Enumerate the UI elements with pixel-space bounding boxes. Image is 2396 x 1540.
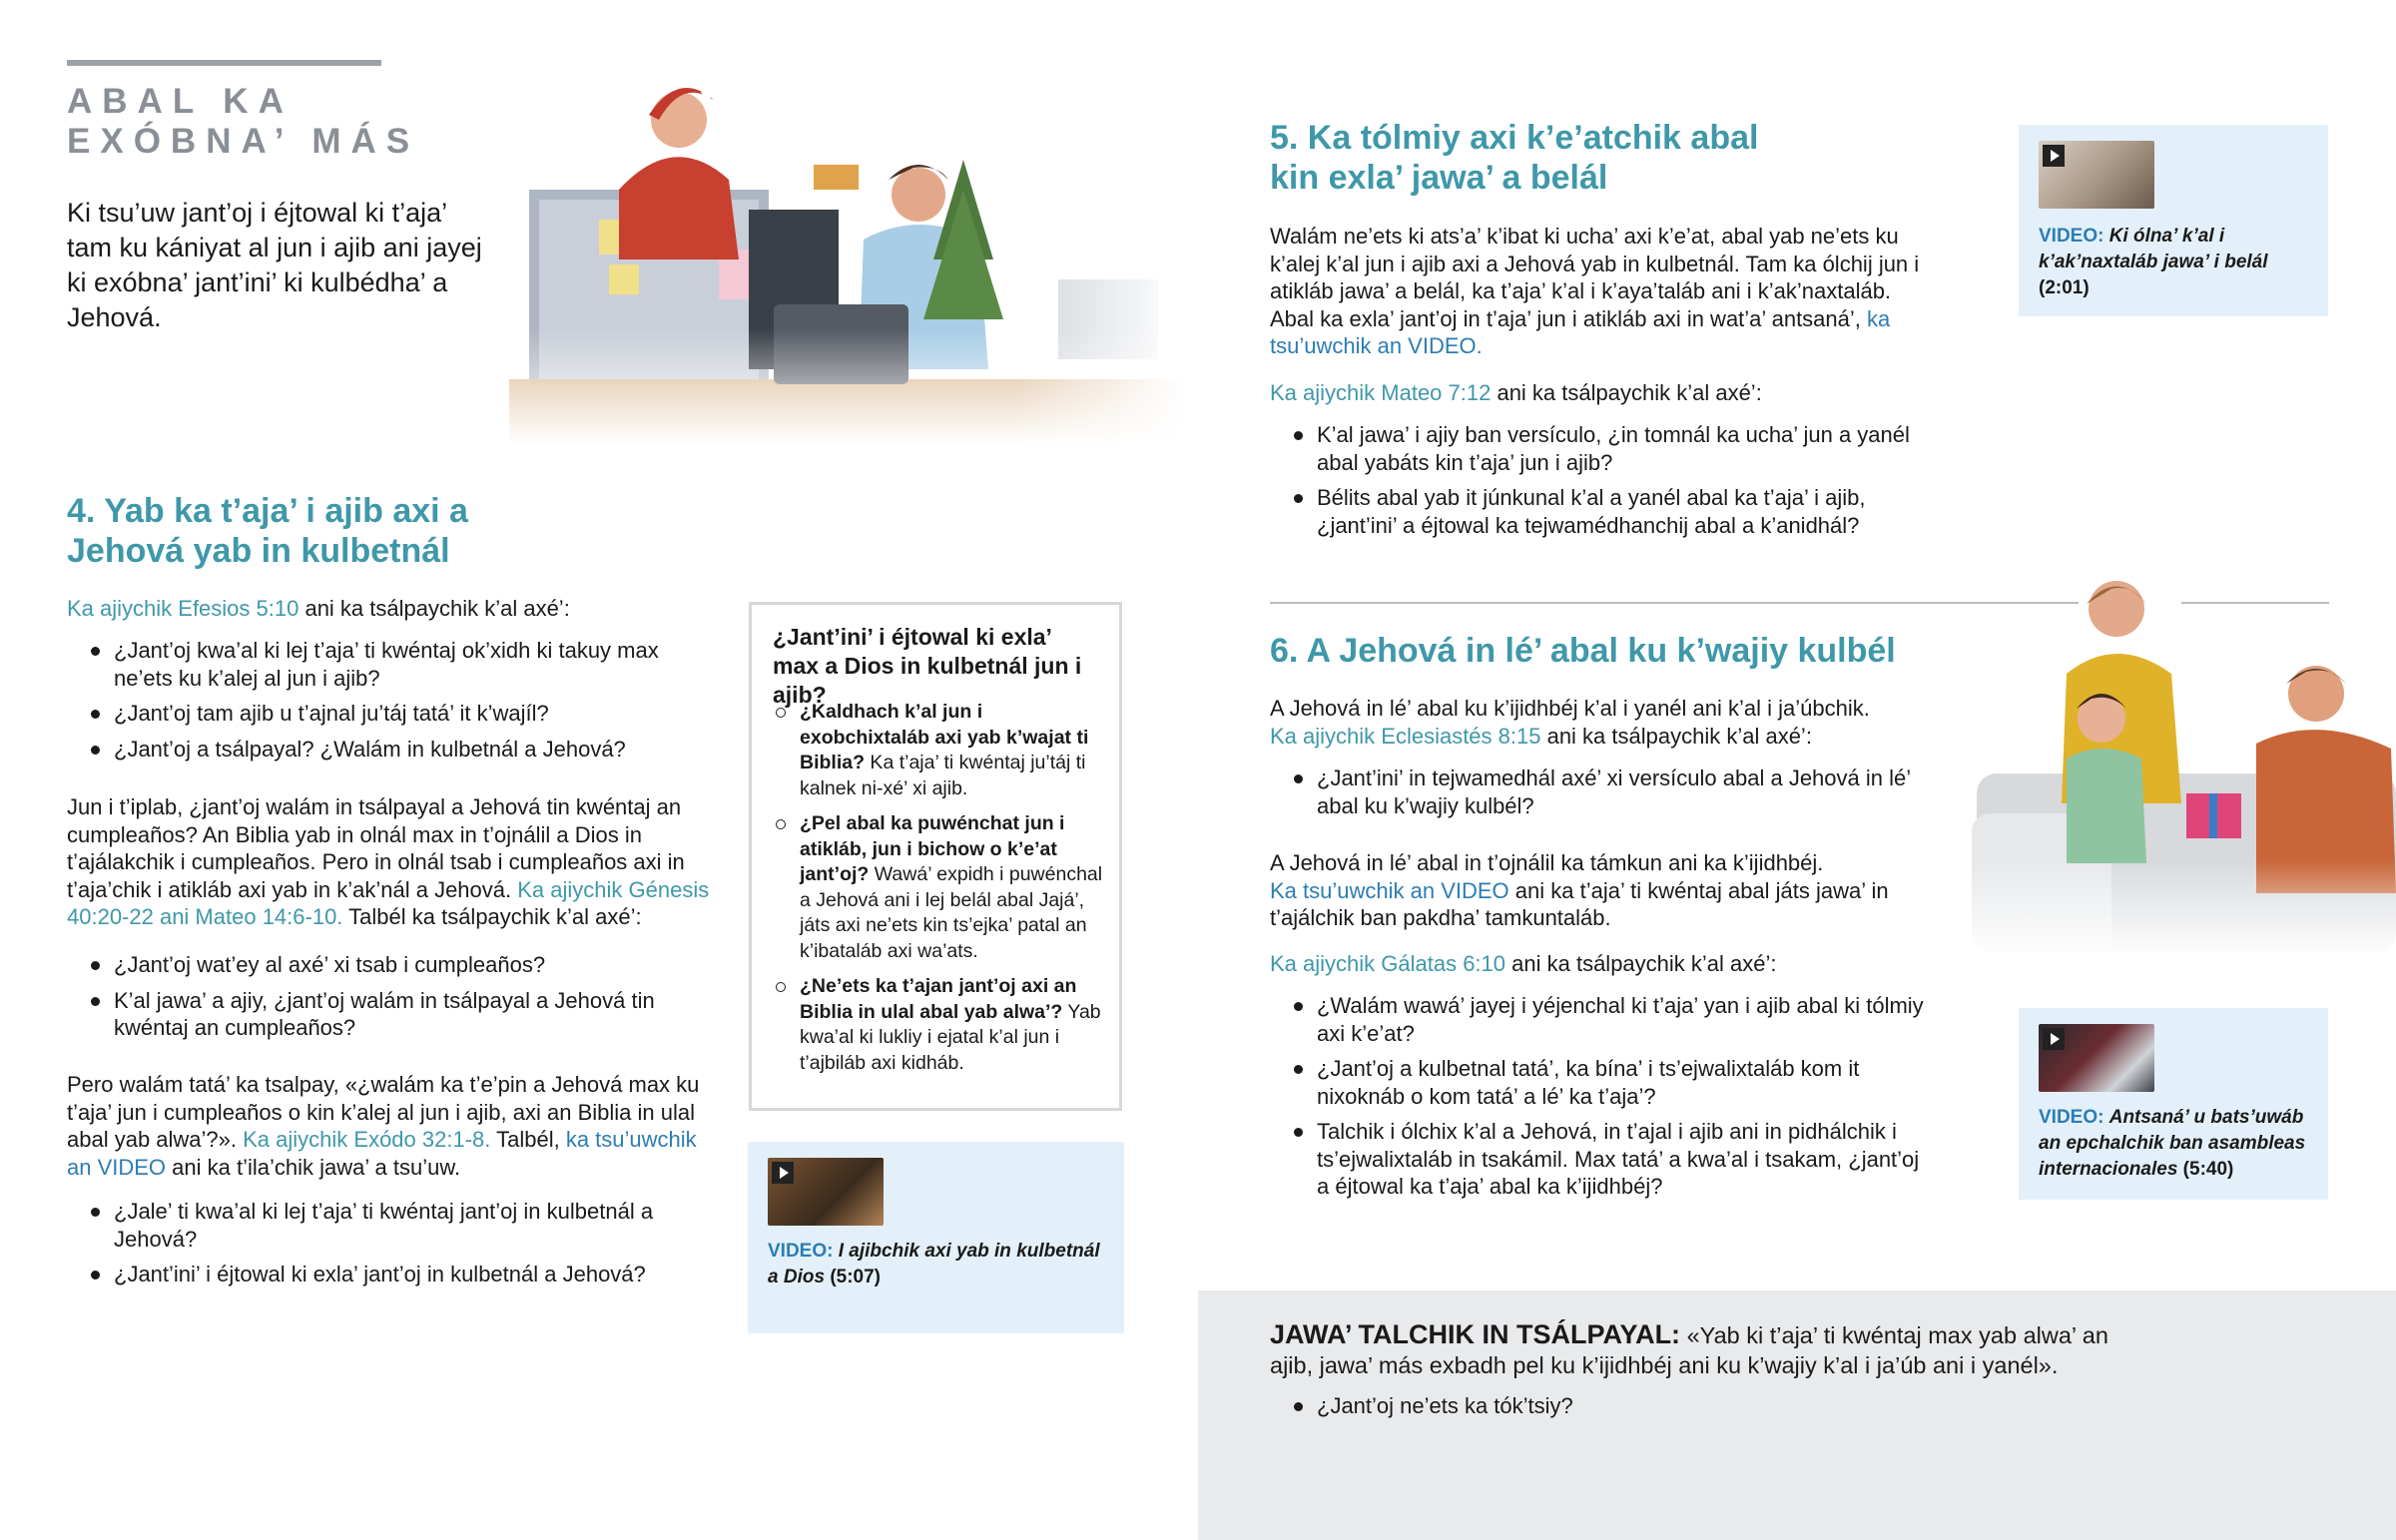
section4-questions-1 (67, 637, 716, 770)
scripture-ref-exodo[interactable]: Ka ajiychik Exódo 32:1-8. (243, 1127, 491, 1152)
section5-questions (1270, 421, 1939, 547)
video-thumbnail[interactable] (2039, 141, 2154, 209)
list-item: ¿Jale’ ti kwa’al ki lej t’aja’ ti kwéntaj jant’oj in kulbetnál a Jehová? (67, 1198, 716, 1253)
scripture-ref-mateo[interactable]: Ka ajiychik Mateo 7:12 (1270, 380, 1492, 405)
scripture-ref-eclesiastes[interactable]: Ka ajiychik Eclesiastés 8:15 (1270, 723, 1541, 749)
section6-paragraph-2 (1270, 849, 1959, 932)
video-label: VIDEO: (2039, 226, 2104, 247)
sidebox-item-answer: Yab kwa’al ki lukliy i ejatal k’al jun i t’ajbiláb axi kidháb. (800, 1000, 1101, 1074)
sidebox-title: ¿Jant’ini’ i éjtowal ki exla’ max a Dios in kulbetnál jun i ajib? (773, 624, 1082, 708)
list-item: ¿Jant’oj a tsálpayal? ¿Walám in kulbetnál a Jehová? (67, 736, 716, 764)
list-item: ¿Jant’oj a kulbetnal tatá’, ka bína’ i ts’ejwalixtaláb kom it nixoknáb o kom tatá’ a lé’ ka t’aja’? (1270, 1055, 1929, 1110)
read2-instruction: ani ka tsálpaychik k’al axé’: (1505, 951, 1777, 976)
para1-tail: Talbél ka tsálpaychik k’al axé’: (342, 904, 642, 929)
summary-quote: «Yab ki t’aja’ ti kwéntaj max yab alwa’ an ajib, jawa’ más exbadh pel ku k’ijidhbéj ani ku k’wajiy k’al i ja’úb ani i yanél». (1270, 1322, 2108, 1378)
summary-label: JAWA’ TALCHIK IN TSÁLPAYAL: (1270, 1319, 1681, 1349)
section5-heading-line1: 5. Ka tólmiy axi k’e’atchik abal (1270, 119, 1759, 157)
list-item: Talchik i ólchix k’al a Jehová, in t’ajal i ajib ani in pidhálchik i ts’ejwalixtaláb in tsakámil. Max tatá’ a kwa’al i tsakam, ¿jant’oj a éjtowal ka t’aja’ abal ka k’ijidhbéj? (1270, 1118, 1929, 1201)
section6-read2 (1270, 950, 1959, 978)
scripture-ref-efesios[interactable]: Ka ajiychik Efesios 5:10 (67, 596, 300, 621)
video-caption (768, 1239, 1107, 1290)
watch-video-link[interactable]: Ka tsu’uwchik an VIDEO (1270, 877, 1509, 903)
video-duration: (5:07) (830, 1267, 881, 1287)
play-icon[interactable] (2043, 1028, 2065, 1050)
section4-read1 (67, 595, 716, 623)
section4-heading-line1: 4. Yab ka t’aja’ i ajib axi a (67, 492, 468, 530)
kicker-line-1: ABAL KA (67, 82, 294, 121)
section-divider (1270, 602, 2079, 604)
section4-heading-line2: Jehová yab in kulbetnál (67, 532, 450, 570)
section5-heading-line2: kin exla’ jawa’ a belál (1270, 159, 1608, 197)
sidebox-item-question: ¿Kaldhach k’al jun i exobchixtaláb axi yab k’wajat ti Biblia? (800, 701, 1089, 773)
video-duration: (5:40) (2182, 1159, 2234, 1180)
list-item (773, 811, 1107, 964)
video-duration: (2:01) (2039, 277, 2090, 298)
section6-heading: 6. A Jehová in lé’ abal ku k’wajiy kulbél (1270, 632, 1896, 670)
section6-para2-text: A Jehová in lé’ abal in t’ojnálil ka támkun ani ka k’ijidhbéj. (1270, 850, 1824, 875)
video-title[interactable]: I ajibchik axi yab in kulbetnál a Dios (768, 1241, 1100, 1287)
section4-heading (67, 491, 468, 571)
para2-text: Pero walám tatá’ ka tsalpay, «¿walám ka t’e’pin a Jehová max ku t’aja’ jun i cumpleaños o kin k’alej al jun i ajib, axi an Biblia in ulal abal yab alwa’?». (67, 1072, 700, 1152)
intro-text: Ki tsu’uw jant’oj i éjtowal ki t’aja’ tam ku kániyat al jun i ajib ani jayej ki exóbna’ jant’ini’ ki kulbédha’ a Jehová. (67, 198, 482, 332)
scripture-ref-galatas[interactable]: Ka ajiychik Gálatas 6:10 (1270, 951, 1506, 976)
section6-para1-text: A Jehová in lé’ abal ku k’ijidhbéj k’al i yanél ani k’al i ja’úbchik. (1270, 696, 1870, 721)
watch-video-link[interactable]: ka tsu’uwchik an VIDEO (67, 1127, 697, 1180)
sidebox-item-question: ¿Pel abal ka puwénchat jun i atikláb, jun i bichow o k’e’at jant’oj? (800, 812, 1065, 885)
sidebox-list (773, 700, 1107, 1086)
play-icon[interactable] (772, 1162, 794, 1184)
question-sidebox (749, 602, 1122, 1111)
list-item: ¿Jant’oj ne’ets ka tók’tsiy? (1270, 1392, 2148, 1420)
list-item: ¿Jant’oj tam ajib u t’ajnal ju’táj tatá’ it k’wajíl? (67, 700, 716, 728)
section4-questions-3 (67, 1198, 716, 1296)
para2-tail: ani ka t’ila’chik jawa’ a tsu’uw. (166, 1154, 461, 1180)
sidebox-item-answer: Wawá’ expidh i puwénchal a Jehová ani i lej belál abal Jajá’, játs axi ne’ets kin ts’ejka’ patal an k’ibataláb axi wa’ats. (800, 863, 1103, 962)
video-title[interactable]: Ki ólna’ k’al i k’ak’naxtaláb jawa’ i belál (2039, 226, 2268, 272)
scripture-ref-genesis-mateo[interactable]: Ka ajiychik Génesis 40:20-22 ani Mateo 14:6-10. (67, 876, 710, 929)
list-item: Bélits abal yab it júnkunal k’al a yanél abal ka t’aja’ i ajib, ¿jant’ini’ a éjtowal ka tejwamédhanchij abal a k’anidhál? (1270, 484, 1939, 539)
section6-questions-1 (1270, 765, 1929, 827)
list-item: ¿Walám wawá’ jayej i yéjenchal ki t’aja’ yan i ajib abal ki tólmiy axi k’e’at? (1270, 992, 1929, 1047)
list-item: ¿Jant’ini’ i éjtowal ki exla’ jant’oj in kulbetnál a Jehová? (67, 1261, 716, 1288)
video-thumbnail[interactable] (2039, 1024, 2154, 1092)
list-item: ¿Jant’oj wat’ey al axé’ xi tsab i cumpleaños? (67, 951, 716, 979)
section6-questions-2 (1270, 992, 1929, 1209)
sidebox-item-answer: Ka t’aja’ ti kwéntaj ju’táj ti kalnek ni-xé’ xi ajib. (800, 752, 1086, 799)
para1-text: Jun i t’iplab, ¿jant’oj walám in tsálpayal a Jehová tin kwéntaj an cumpleaños? An Biblia yab in olnál max in t’ojnálil a Dios in t’ajálakchik i cumpleaños. Pero in olnál tsab i cumpleaños axi in t’aja’chik i atikláb axi yab in k’ak’nál a Jehová. (67, 794, 685, 902)
section6-para2-rest: ani ka t’aja’ ti kwéntaj abal játs jawa’ in t’ajálchik ban pakdha’ tamkuntaláb. (1270, 877, 1889, 930)
video-thumbnail[interactable] (768, 1158, 884, 1226)
video-title[interactable]: Antsaná’ u bats’uwáb an epchalchik ban asambleas internacionales (2039, 1107, 2306, 1180)
summary-text (1270, 1319, 2148, 1380)
section6-paragraph-1 (1270, 695, 1959, 750)
list-item (773, 974, 1107, 1076)
video-caption (2039, 224, 2313, 301)
video-label: VIDEO: (2039, 1107, 2104, 1128)
video-card-bottom-right[interactable] (2019, 1008, 2328, 1200)
list-item: ¿Jant’oj kwa’al ki lej t’aja’ ti kwéntaj ok’xidh ki takuy max ne’ets ku k’alej al jun i ajib? (67, 637, 716, 692)
list-item (773, 700, 1107, 801)
list-item: ¿Jant’ini’ in tejwamedhál axé’ xi versículo abal a Jehová in lé’ abal ku k’wajiy kulbél? (1270, 765, 1929, 819)
read1-instruction: ani ka tsálpaychik k’al axé’: (1540, 723, 1812, 749)
section4-questions-2 (67, 951, 716, 1050)
read-instruction: ani ka tsálpaychik k’al axé’: (1491, 380, 1762, 405)
section5-text: Walám ne’ets ki ats’a’ k’ibat ki ucha’ axi k’e’at, abal yab ne’ets ku k’alej k’al jun i ajib axi a Jehová yab in kulbetnál. Tam ka ólchij jun i atikláb jawa’ a belál, ka t’aja’ k’al i k’aya’taláb ani i k’ak’naxtaláb. Abal ka exla’ jant’oj in t’aja’ jun i atikláb axi in wat’a’ antsaná’, (1270, 224, 1920, 331)
watch-video-link[interactable]: ka tsu’uwchik an VIDEO. (1270, 305, 1891, 358)
read1-instruction: ani ka tsálpaychik k’al axé’: (299, 596, 570, 621)
section4-paragraph-1 (67, 793, 716, 931)
section-kicker (67, 82, 419, 162)
list-item: K’al jawa’ a ajiy, ¿jant’oj walám in tsálpayal a Jehová tin kwéntaj an cumpleaños? (67, 987, 716, 1042)
video-label: VIDEO: (768, 1241, 834, 1262)
video-card-left[interactable] (748, 1142, 1124, 1333)
office-gift-illustration (509, 60, 1183, 444)
video-card-top-right[interactable] (2019, 125, 2328, 316)
section5-heading (1270, 118, 1758, 198)
kicker-line-2: EXÓBNA’ MÁS (67, 122, 420, 161)
section5-read (1270, 379, 1939, 407)
summary-questions (1270, 1392, 2148, 1428)
list-item: K’al jawa’ i ajiy ban versículo, ¿in tomnál ka ucha’ jun a yanél abal yabáts kin t’aja’ jun i ajib? (1270, 421, 1939, 476)
para2-mid: Talbél, (490, 1127, 566, 1152)
video-caption (2039, 1105, 2313, 1183)
section5-paragraph (1270, 223, 1939, 360)
sidebox-item-question: ¿Ne’ets ka t’ajan jant’oj axi an Biblia in ulal abal yab alwa’? (800, 975, 1077, 1023)
section4-paragraph-2 (67, 1071, 716, 1181)
family-gift-illustration (1972, 564, 2396, 958)
play-icon[interactable] (2043, 145, 2065, 167)
header-rule (67, 60, 381, 66)
